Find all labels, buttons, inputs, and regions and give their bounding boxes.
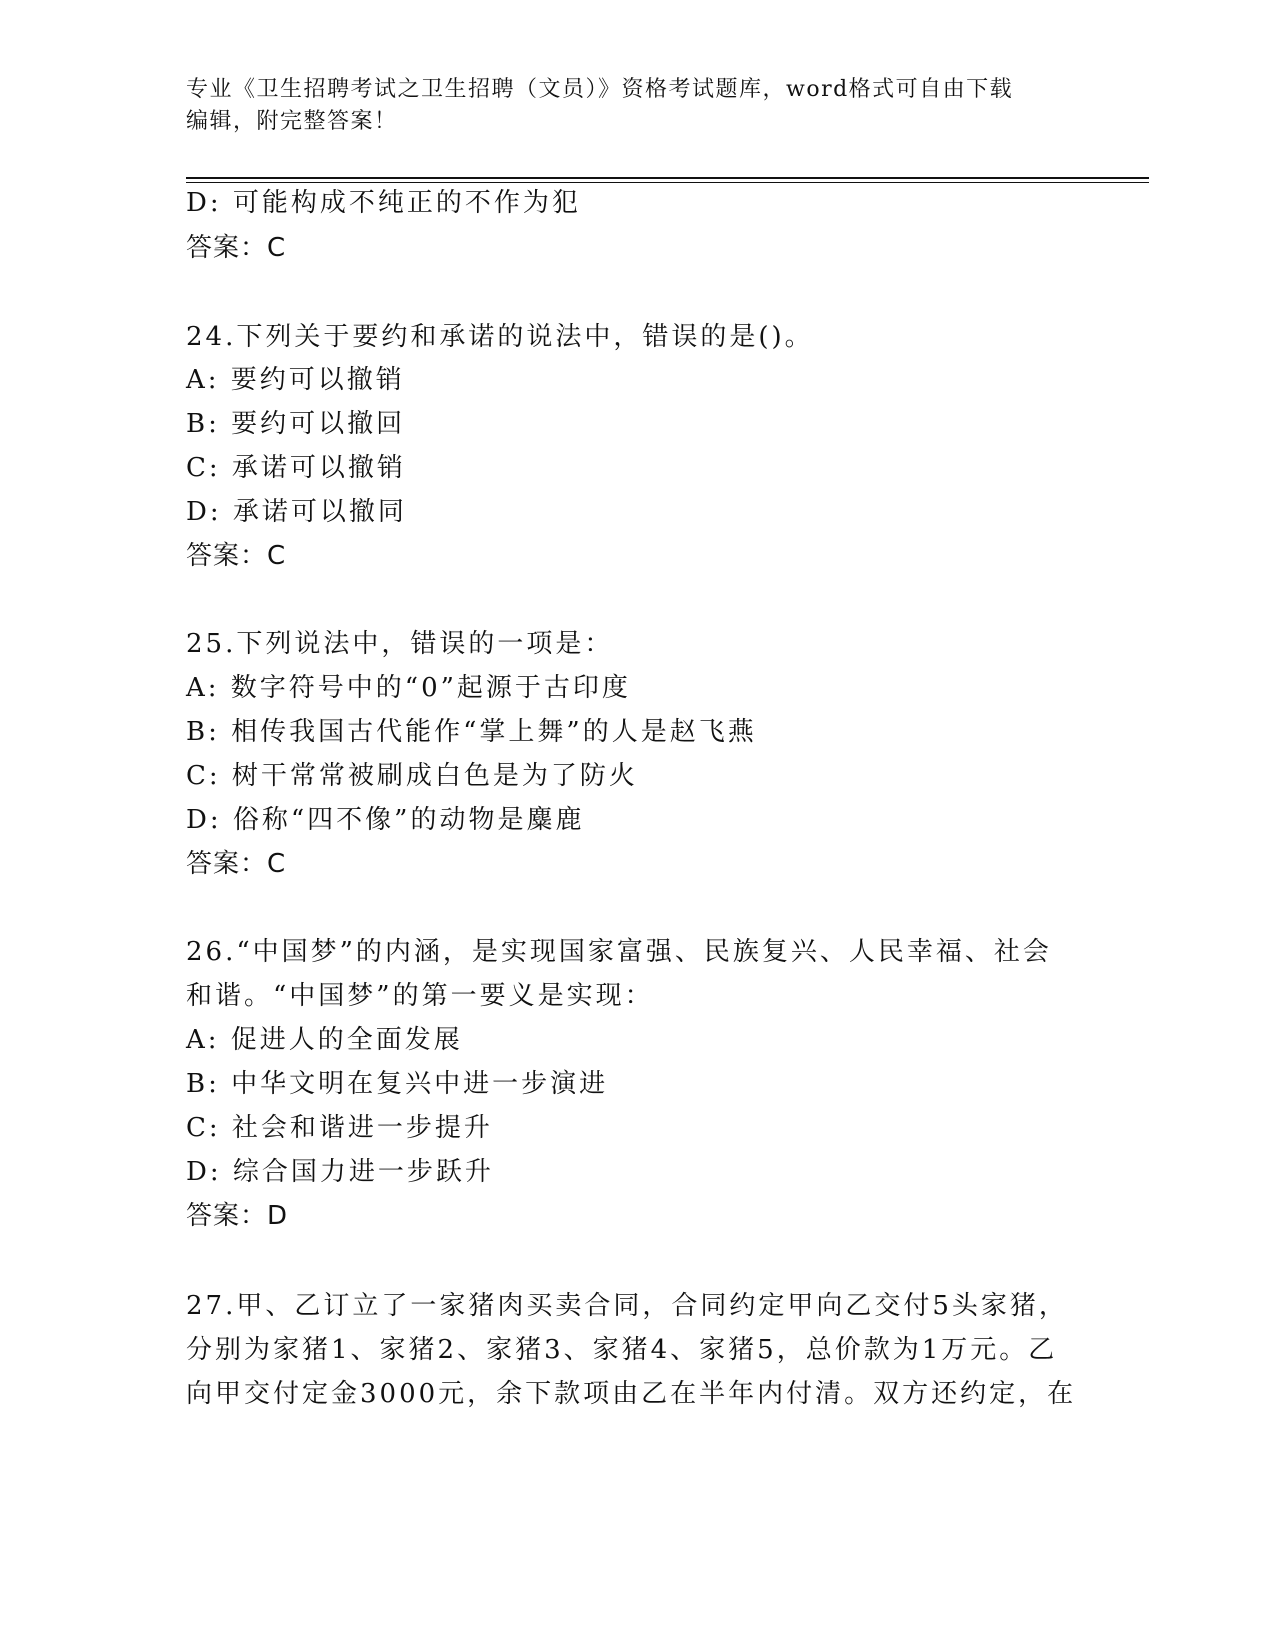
q27-line-1: 27.甲、乙订立了一家猪肉买卖合同，合同约定甲向乙交付5头家猪， (186, 1291, 1068, 1321)
q27-line-2: 分别为家猪1、家猪2、家猪3、家猪4、家猪5，总价款为1万元。乙 (186, 1335, 1058, 1365)
q26-option-d: D: 综合国力进一步跃升 (186, 1157, 494, 1187)
q26-question-line-2: 和谐。“中国梦”的第一要义是实现： (186, 981, 654, 1011)
prev-option-d: D: 可能构成不纯正的不作为犯 (186, 188, 581, 218)
q26-option-c: C: 社会和谐进一步提升 (186, 1113, 493, 1143)
q26-option-a: A: 促进人的全面发展 (186, 1025, 463, 1055)
q24-option-c: C: 承诺可以撤销 (186, 453, 406, 483)
q24-option-b: B: 要约可以撤回 (186, 409, 406, 439)
q26-option-b: B: 中华文明在复兴中进一步演进 (186, 1069, 609, 1099)
q25-question: 25.下列说法中，错误的一项是： (186, 629, 614, 659)
q25-option-b: B: 相传我国古代能作“掌上舞”的人是赵飞燕 (186, 717, 757, 747)
q27-line-3: 向甲交付定金3000元，余下款项由乙在半年内付清。双方还约定，在 (186, 1379, 1077, 1409)
header-divider-thin (186, 182, 1149, 183)
q25-option-c: C: 树干常常被刷成白色是为了防火 (186, 761, 638, 791)
document-header (186, 74, 1086, 138)
q26-question-line-1: 26.“中国梦”的内涵，是实现国家富强、民族复兴、人民幸福、社会 (186, 937, 1052, 967)
prev-answer: 答案：C (186, 233, 287, 263)
q25-answer: 答案：C (186, 849, 287, 879)
header-line-1: 专业《卫生招聘考试之卫生招聘（文员）》资格考试题库，word格式可自由下载 (186, 77, 1014, 102)
q25-option-d: D: 俗称“四不像”的动物是麋鹿 (186, 805, 585, 835)
q24-question: 24.下列关于要约和承诺的说法中，错误的是()。 (186, 322, 814, 352)
q25-option-a: A: 数字符号中的“0”起源于古印度 (186, 673, 631, 703)
header-line-2: 编辑，附完整答案！ (186, 109, 398, 134)
header-divider-thick (186, 177, 1149, 179)
q24-answer: 答案：C (186, 541, 287, 571)
q24-option-a: A: 要约可以撤销 (186, 365, 405, 395)
q24-option-d: D: 承诺可以撤同 (186, 497, 407, 527)
q26-answer: 答案：D (186, 1201, 289, 1231)
